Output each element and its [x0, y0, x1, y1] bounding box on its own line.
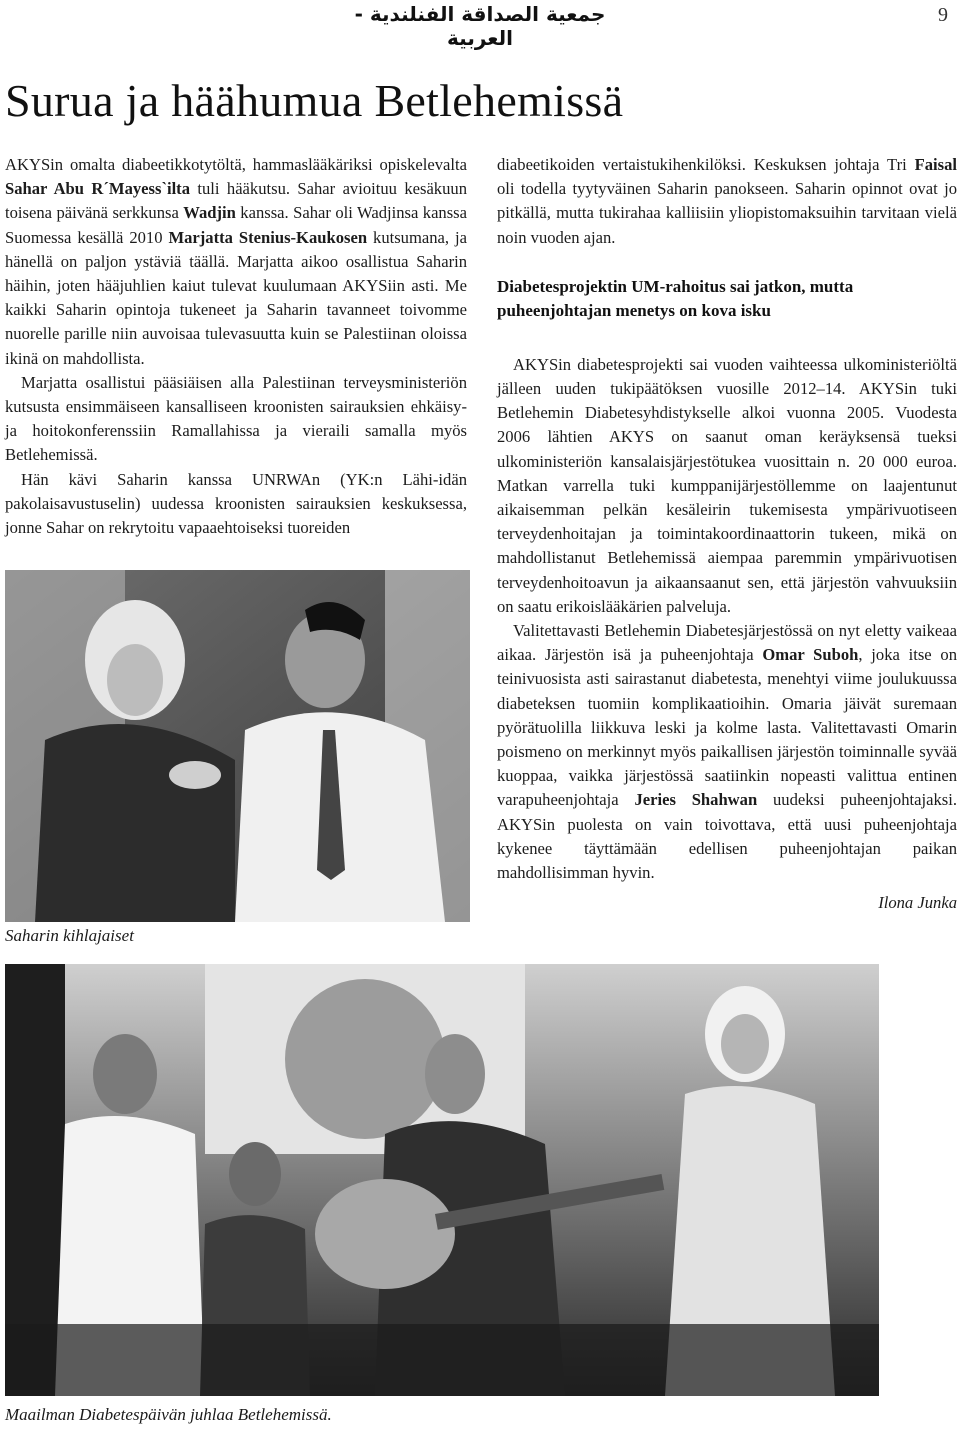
paragraph: [497, 153, 957, 250]
text-run: Valitettavasti Betlehemin Diabetesjärjestössä on nyt eletty vaikeaa aikaa. Järjestön isä ja puheenjohtaja: [497, 621, 957, 665]
right-column: [497, 153, 957, 915]
text-run: Marjatta osallistui pääsiäisen alla Palestiinan terveysministeriön kutsusta ensimmäiseen kansalliseen kroonisten sairauksien ehkäisy- ja hoitokonferenssiin Ramallahissa ja vieraili samalla myös Betlehemissä.: [5, 372, 467, 465]
paragraph: [5, 468, 467, 541]
article-title: Surua ja häähumua Betlehemissä: [5, 75, 624, 126]
text-run: uudeksi puheenjohtajaksi. AKYSin puolesta on vain toivottava, että uusi puheenjohtaja kykenee täyttämään edellisen puheenjohtajan paikan mahdollisimman hyvin.: [497, 790, 957, 883]
paragraph: [497, 353, 957, 619]
bold-name: Marjatta Stenius-Kaukosen: [168, 227, 368, 247]
text-run: tuli hääkutsu. Sahar avioituu kesäkuun toisena päivänä serkkunsa: [5, 179, 467, 223]
section-subheading: Diabetesprojektin UM-rahoitus sai jatkon, mutta puheenjohtajan menetys on kova isku: [497, 276, 854, 320]
engagement-photo-caption: Saharin kihlajaiset: [5, 926, 134, 945]
bold-name: Omar Suboh: [762, 645, 859, 665]
text-run: AKYSin omalta diabeetikkotytöltä, hammaslääkäriksi opiskelevalta: [5, 155, 467, 174]
text-run: AKYSin diabetesprojekti sai vuoden vaihteessa ulkoministeriöltä jälleen uuden tukipäätöksen vuosille 2012–14. AKYSin tuki Betlehemin Diabetesyhdistykselle alkoi vuonna 2005. Vuodesta 2006 lähtien AKYS on saanut oman keräyksensä tueksi ulkoministeriön kansalaisjärjestötukea vuosittain n. 20 000 euroa. Matkan varrella tuki kumppanijärjestöllemme on laajentunut aikaisemman pelkän kesäleirin tukemisesta ympärivuotiseen terveydenhoitajan ja toimintakoordinaattorin tukeen, mikä on mahdollistanut Betlehemissä aiempaa paremmin ympärivuotisen terveydenhoitoavun ja aikaansaanut sen, että järjestön vahvuuksiin on saatu erikoislääkärien palveluja.: [497, 354, 957, 616]
left-column: [5, 153, 467, 540]
text-run: diabeetikoiden vertaistukihenkilöksi. Keskuksen johtaja Tri: [497, 155, 915, 174]
header-arabic-title: جمعية الصداقة الفنلندية - العربية: [354, 2, 606, 50]
text-run: , joka itse on teinivuosista asti sairastanut diabetesta, menehtyi viime joulukuussa diabeteksen tuomiin komplikaatioihin. Omaria jäivät suremaan pyörätuolilla liikkuva leski ja kolme lasta. Valitettavasti Omarin poismeno on merkinnyt myös paikallisen järjestön toiminnalle syvää kuoppaa, vaikka järjestössä saatiinkin nopeasti valittua entinen varapuheenjohtaja: [497, 645, 957, 810]
celebration-photo: [5, 964, 879, 1396]
text-run: kutsumana, ja hänellä on paljon ystäviä täällä. Marjatta aikoo osallistua Saharin häihin, joten hääjuhlien kaiut tulevat kuulumaan AKYSiin asti. Me kaikki Saharin opintoja tukeneet ja Saharin tavanneet toivomme nuorelle parille niin auvoisaa tulevasuutta kuin se Palestiinan oloissa ikinä on mahdollista.: [5, 227, 467, 368]
bold-name: Sahar Abu R´Mayess`ilta: [5, 179, 191, 199]
text-run: oli todella tyytyväinen Saharin panokseen. Saharin opinnot ovat jo pitkällä, mutta tukirahaa kalliisiin yliopistomaksuihin tarvitaan vielä noin vuoden ajan.: [497, 179, 957, 247]
page-number: 9: [938, 4, 948, 26]
text-run: Hän kävi Saharin kanssa UNRWAn (YK:n Lähi-idän pakolaisavustuselin) uudessa kroonisten sairauksien keskuksessa, jonne Sahar on rekrytoitu vapaaehtoiseksi tuoreiden: [5, 469, 467, 538]
celebration-photo-caption: Maailman Diabetespäivän juhlaa Betlehemissä.: [5, 1405, 332, 1424]
text-run: kanssa. Sahar oli Wadjinsa kanssa Suomessa kesällä 2010: [5, 203, 468, 247]
bold-name: Wadjin: [183, 203, 236, 223]
bold-name: Faisal: [914, 155, 957, 174]
engagement-photo: [5, 570, 470, 922]
author-signature: Ilona Junka: [878, 893, 957, 913]
paragraph: [5, 371, 467, 468]
paragraph: [5, 153, 467, 371]
paragraph: [497, 619, 957, 885]
bold-name: Jeries Shahwan: [634, 790, 758, 810]
